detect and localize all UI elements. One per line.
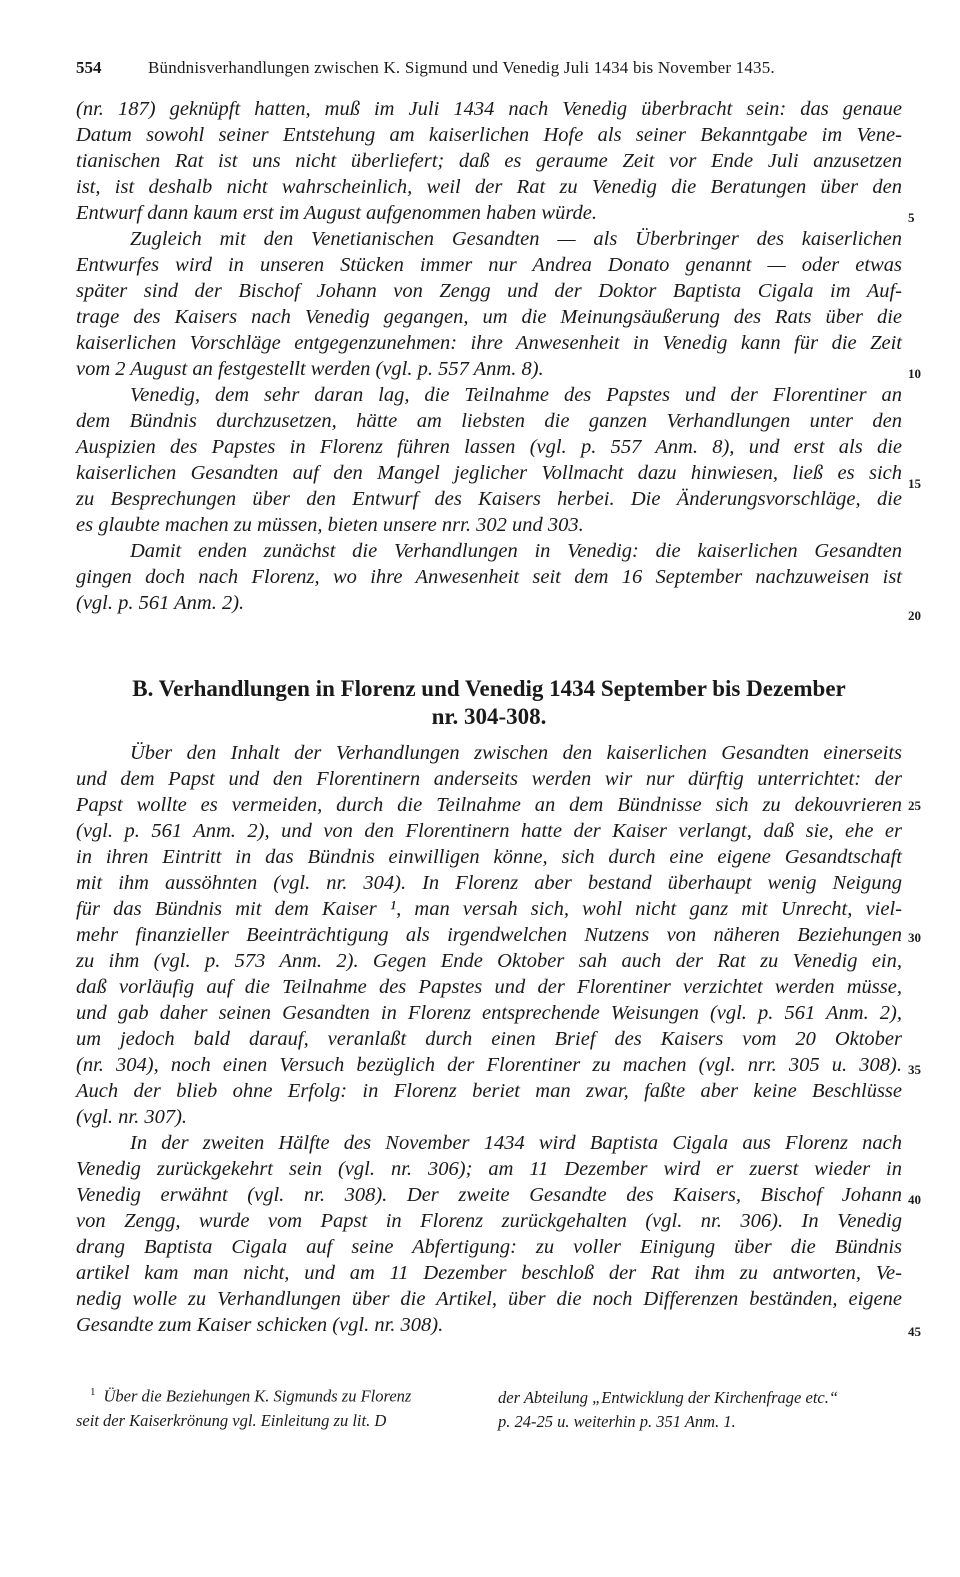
section-title: B. Verhandlungen in Florenz und Venedig 1434 September bis Dezember — [132, 676, 846, 701]
footnote-right-line-2: p. 24-25 u. weiterhin p. 351 Anm. 1. — [498, 1412, 736, 1431]
footnote-left-line-2: seit der Kaiserkrönung vgl. Einleitung zu lit. D — [76, 1411, 387, 1430]
text-line: ist, ist deshalb nicht wahrscheinlich, weil der Rat zu Venedig die Beratungen über den — [76, 176, 902, 198]
text-line: Venedig erwähnt (vgl. nr. 308). Der zweite Gesandte des Kaisers, Bischof Johann — [76, 1184, 902, 1206]
text-line: und dem Papst und den Florentinern anderseits werden wir nur dürftig unterrichtet: der — [76, 768, 902, 790]
text-line: In der zweiten Hälfte des November 1434 wird Baptista Cigala aus Florenz nach — [130, 1132, 902, 1154]
page-number: 554 — [76, 58, 102, 77]
footnote-left-line-1: $^1$ Über die Beziehungen K. Sigmunds zu Florenz — [90, 1386, 412, 1406]
text-line: (nr. 187) geknüpft hatten, muß im Juli 1434 nach Venedig überbracht sein: das genaue — [76, 98, 902, 120]
margin-line-number: 25 — [908, 798, 921, 813]
margin-line-number: 40 — [908, 1192, 921, 1207]
text-line: Datum sowohl seiner Entstehung am kaiserlichen Hofe als seiner Bekanntgabe im Vene- — [76, 124, 902, 146]
margin-line-number: 45 — [908, 1324, 921, 1339]
margin-line-number: 5 — [908, 210, 915, 225]
text-line: kaiserlichen Vorschläge entgegenzunehmen: ihre Anwesenheit in Venedig kann für die Zeit — [76, 332, 902, 354]
footnote-right-line-1: der Abteilung „Entwicklung der Kirchenfrage etc.“ — [498, 1388, 839, 1407]
text-line: (vgl. nr. 307). — [76, 1106, 188, 1128]
text-line: Entwurfes wird in unseren Stücken immer nur Andrea Donato genannt — oder etwas — [76, 254, 902, 276]
running-header — [76, 58, 906, 82]
margin-line-number: 20 — [908, 608, 921, 623]
text-line: (nr. 304), noch einen Versuch bezüglich der Florentiner zu machen (vgl. nrr. 305 u. 308). — [76, 1054, 902, 1076]
text-line: Gesandte zum Kaiser schicken (vgl. nr. 308). — [76, 1314, 444, 1336]
text-line: Damit enden zunächst die Verhandlungen in Venedig: die kaiserlichen Gesandten — [130, 540, 902, 562]
text-line: von Zengg, wurde vom Papst in Florenz zurückgehalten (vgl. nr. 306). In Venedig — [76, 1210, 902, 1232]
text-line: mehr finanzieller Beeinträchtigung als irgendwelchen Nutzens von näheren Beziehungen — [76, 924, 902, 946]
text-line: für das Bündnis mit dem Kaiser ¹, man versah sich, wohl nicht ganz mit Unrecht, viel- — [76, 898, 902, 920]
text-line: artikel kam man nicht, und am 11 Dezember beschloß der Rat ihm zu antworten, Ve- — [76, 1262, 902, 1284]
text-line: in ihren Eintritt in das Bündnis einwilligen könne, sich durch eine eigene Gesandtschaft — [76, 846, 902, 868]
text-line: mit ihm aussöhnten (vgl. nr. 304). In Florenz aber bestand überhaupt wenig Neigung — [76, 872, 902, 894]
text-line: Auch der blieb ohne Erfolg: in Florenz beriet man zwar, faßte aber keine Beschlüsse — [76, 1080, 902, 1102]
text-line: (vgl. p. 561 Anm. 2), und von den Florentinern hatte der Kaiser verlangt, daß sie, ehe er — [76, 820, 902, 842]
text-line: trage des Kaisers nach Venedig gegangen, um die Meinungsäußerung des Rats über die — [76, 306, 902, 328]
text-line: es glaubte machen zu müssen, bieten unsere nrr. 302 und 303. — [76, 514, 584, 536]
text-line: dem Bündnis durchzusetzen, hätte am liebsten die ganzen Verhandlungen unter den — [76, 410, 902, 432]
text-line: gingen doch nach Florenz, wo ihre Anwesenheit seit dem 16 September nachzuweisen ist — [76, 566, 902, 588]
text-line: und gab daher seinen Gesandten in Florenz entsprechende Weisungen (vgl. p. 561 Anm. 2), — [76, 1002, 902, 1024]
text-line: Venedig zurückgekehrt sein (vgl. nr. 306); am 11 Dezember wird er zuerst wieder in — [76, 1158, 902, 1180]
text-line: Entwurf dann kaum erst im August aufgenommen haben würde. — [76, 202, 598, 224]
text-line: vom 2 August an festgestellt werden (vgl. p. 557 Anm. 8). — [76, 358, 544, 380]
text-line: drang Baptista Cigala auf seine Abfertigung: zu voller Einigung über die Bündnis — [76, 1236, 902, 1258]
margin-line-number: 35 — [908, 1062, 921, 1077]
text-line: um jedoch bald darauf, veranlaßt durch einen Brief des Kaisers vom 20 Oktober — [76, 1028, 902, 1050]
text-line: nedig wolle zu Verhandlungen über die Artikel, über die noch Differenzen beständen, eigene — [76, 1288, 902, 1310]
text-line: Papst wollte es vermeiden, durch die Teilnahme an dem Bündnisse sich zu dekouvrieren — [76, 794, 902, 816]
text-line: daß vorläufig auf die Teilnahme des Papstes und der Florentiner verzichtet werden müsse, — [76, 976, 902, 998]
margin-line-number: 15 — [908, 476, 921, 491]
text-line: Über den Inhalt der Verhandlungen zwischen den kaiserlichen Gesandten einerseits — [130, 742, 902, 764]
text-line: Auspizien des Papstes in Florenz führen lassen (vgl. p. 557 Anm. 8), und erst als die — [76, 436, 902, 458]
footnote-marker: 1 — [90, 1386, 96, 1398]
margin-line-number: 10 — [908, 366, 921, 381]
running-title: Bündnisverhandlungen zwischen K. Sigmund und Venedig Juli 1434 bis November 1435. — [148, 58, 775, 77]
text-line: Zugleich mit den Venetianischen Gesandten — als Überbringer des kaiserlichen — [130, 228, 902, 250]
text-line: Venedig, dem sehr daran lag, die Teilnahme des Papstes und der Florentiner an — [130, 384, 902, 406]
text-line: (vgl. p. 561 Anm. 2). — [76, 592, 245, 614]
text-line: zu ihm (vgl. p. 573 Anm. 2). Gegen Ende Oktober sah auch der Rat zu Venedig ein, — [76, 950, 902, 972]
section-subtitle: nr. 304-308. — [431, 704, 547, 729]
text-line: später sind der Bischof Johann von Zengg und der Doktor Baptista Cigala im Auf- — [76, 280, 902, 302]
margin-line-number: 30 — [908, 930, 921, 945]
text-line: zu Besprechungen über den Entwurf des Kaisers herbei. Die Änderungsvorschläge, die — [76, 488, 902, 510]
text-line: tianischen Rat ist uns nicht überliefert; daß es geraume Zeit vor Ende Juli anzusetzen — [76, 150, 902, 172]
text-line: kaiserlichen Gesandten auf den Mangel jeglicher Vollmacht dazu hinwiesen, ließ es sich — [76, 462, 902, 484]
